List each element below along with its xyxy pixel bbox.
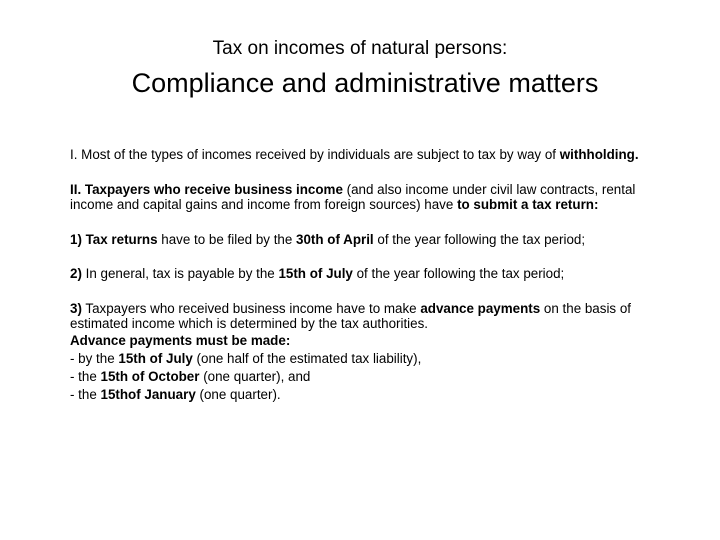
paragraph-tax-return <box>70 182 670 213</box>
slide-body <box>70 147 670 404</box>
slide-subtitle: Tax on incomes of natural persons: <box>212 38 508 59</box>
paragraph-advance-payments <box>70 301 670 404</box>
bold-text: to submit a tax return: <box>457 197 599 212</box>
bold-text: 15th of October <box>100 368 200 384</box>
bold-text: withholding. <box>559 147 639 162</box>
bold-text: 15thof January <box>100 386 196 402</box>
list-item <box>70 386 670 404</box>
bold-text: advance payments <box>420 300 541 316</box>
paragraph-payment-date <box>70 266 670 282</box>
text: I. Most of the types of incomes received by individuals are subject to tax by way of <box>70 147 560 162</box>
bold-text: 3) <box>70 300 82 316</box>
text: - the <box>70 368 101 384</box>
bold-text: 15th of July <box>118 350 193 366</box>
text: of the year following the tax period; <box>352 266 565 281</box>
text: - by the <box>70 350 119 366</box>
text: of the year following the tax period; <box>373 231 586 247</box>
text: on the basis of estimated income which is determined by the tax authorities. <box>70 300 632 331</box>
advance-heading <box>70 332 670 350</box>
bold-text: 1) Tax returns <box>70 231 158 247</box>
list-item <box>70 368 670 386</box>
paragraph-withholding <box>70 147 670 163</box>
text: have to be filed by the <box>157 231 297 247</box>
text: (one quarter). <box>195 386 281 402</box>
text: (one quarter), and <box>199 368 311 384</box>
bold-text: II. Taxpayers who receive business income <box>70 181 343 197</box>
text: (one half of the estimated tax liability), <box>192 350 422 366</box>
bold-text: Advance payments must be made: <box>70 332 291 348</box>
slide-title: Compliance and administrative matters <box>131 68 599 98</box>
text: (and also income under civil law contracts, rental income and capital gains and income from foreign sources) have <box>70 181 636 212</box>
bold-text: 30th of April <box>296 231 374 247</box>
bold-text: 2) <box>70 266 82 281</box>
text: Taxpayers who received business income have to make <box>81 300 421 316</box>
list-item <box>70 350 670 368</box>
text: In general, tax is payable by the <box>81 266 279 281</box>
bold-text: 15th of July <box>278 266 353 281</box>
advance-intro <box>70 301 670 332</box>
paragraph-filing-date <box>70 232 670 248</box>
text: - the <box>70 386 101 402</box>
